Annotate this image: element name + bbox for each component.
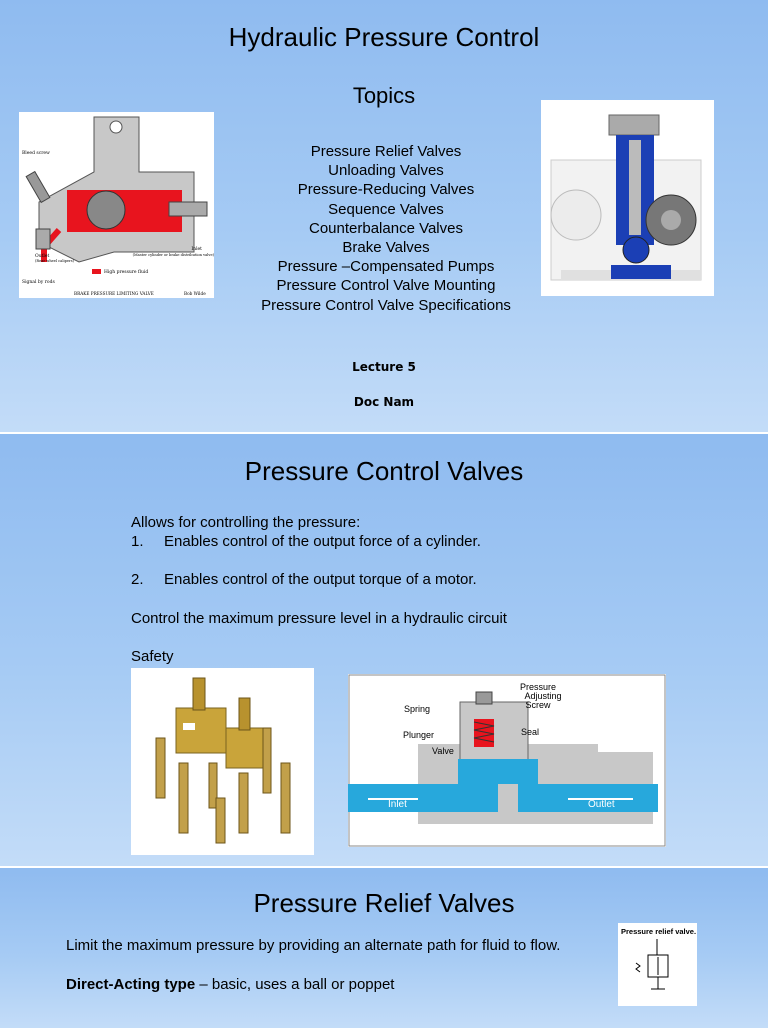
lecture-label: Lecture 5 — [352, 360, 416, 374]
list-text: Enables control of the output torque of a motor. — [164, 571, 477, 588]
slide3-title: Pressure Relief Valves — [253, 888, 515, 918]
direct-acting-bold: Direct-Acting type — [66, 976, 196, 993]
slide-hydraulic-pressure-control — [0, 0, 768, 432]
cartridge-valves-photo — [131, 668, 314, 855]
brake-pressure-limiting-valve-figure — [19, 112, 214, 298]
topic-item: Pressure Control Valve Specifications — [261, 296, 511, 314]
outlet-label: Outlet — [588, 799, 615, 810]
intro-text: Allows for controlling the pressure: — [131, 514, 361, 531]
topics-list — [186, 142, 586, 315]
direct-acting-rest: – basic, uses a ball or poppet — [195, 976, 395, 993]
topic-item: Pressure Control Valve Mounting — [276, 277, 496, 295]
plunger-label: Plunger — [403, 730, 435, 740]
high-pressure-fluid-label: High pressure fluid — [104, 270, 149, 275]
list-number: 2. — [131, 571, 144, 588]
list-text: Enables control of the output force of a cylinder. — [164, 533, 481, 550]
inlet-label: Inlet — [388, 799, 407, 810]
author-label: Doc Nam — [353, 395, 415, 409]
safety-text: Safety — [131, 648, 174, 665]
pressure-label: Pressure — [519, 682, 557, 692]
limit-pressure-text: Limit the maximum pressure by providing an alternate path for fluid to flow. — [66, 937, 561, 954]
inlet-label: Inlet — [191, 247, 202, 252]
seal-label: Seal — [521, 727, 540, 737]
signal-by-rods-label: Signal by rods — [22, 280, 55, 285]
screw-label: Screw — [525, 700, 551, 710]
topic-item: Sequence Valves — [328, 200, 444, 218]
outlet-note: (Rear wheel calipers) — [35, 259, 75, 263]
figure-credit: Bob Wilde — [184, 291, 206, 296]
topic-item: Pressure –Compensated Pumps — [277, 258, 495, 276]
topic-item: Pressure Relief Valves — [310, 143, 462, 160]
max-pressure-text: Control the maximum pressure level in a hydraulic circuit — [131, 610, 507, 627]
slide2-title: Pressure Control Valves — [244, 456, 524, 486]
direct-acting-line — [66, 976, 394, 993]
valve-label: Valve — [432, 746, 454, 756]
outlet-label: Outlet — [35, 254, 50, 259]
topics-heading: Topics — [352, 83, 416, 108]
figure-caption: BRAKE PRESSURE LIMITING VALVE — [74, 291, 154, 296]
topic-item: Unloading Valves — [328, 162, 444, 180]
pump-cutaway-figure — [541, 100, 714, 296]
slide-pressure-control-valves — [0, 434, 768, 866]
topic-item: Pressure-Reducing Valves — [297, 181, 475, 199]
symbol-label: Pressure relief valve. — [621, 927, 697, 936]
topic-item: Counterbalance Valves — [309, 219, 463, 237]
relief-valve-symbol — [618, 923, 697, 1006]
slide1-title: Hydraulic Pressure Control — [228, 22, 540, 52]
high-pressure-legend-swatch — [92, 269, 101, 274]
slide-pressure-relief-valves — [0, 868, 768, 1028]
bleed-screw-label: Bleed screw — [22, 151, 50, 156]
list-number: 1. — [131, 533, 144, 550]
relief-valve-cross-section — [348, 674, 666, 847]
spring-label: Spring — [404, 704, 431, 714]
topic-item: Brake Valves — [342, 239, 430, 257]
inlet-note: (Master cylinder or brake distribution valve) — [132, 253, 214, 257]
adjusting-label: Adjusting — [524, 691, 562, 701]
